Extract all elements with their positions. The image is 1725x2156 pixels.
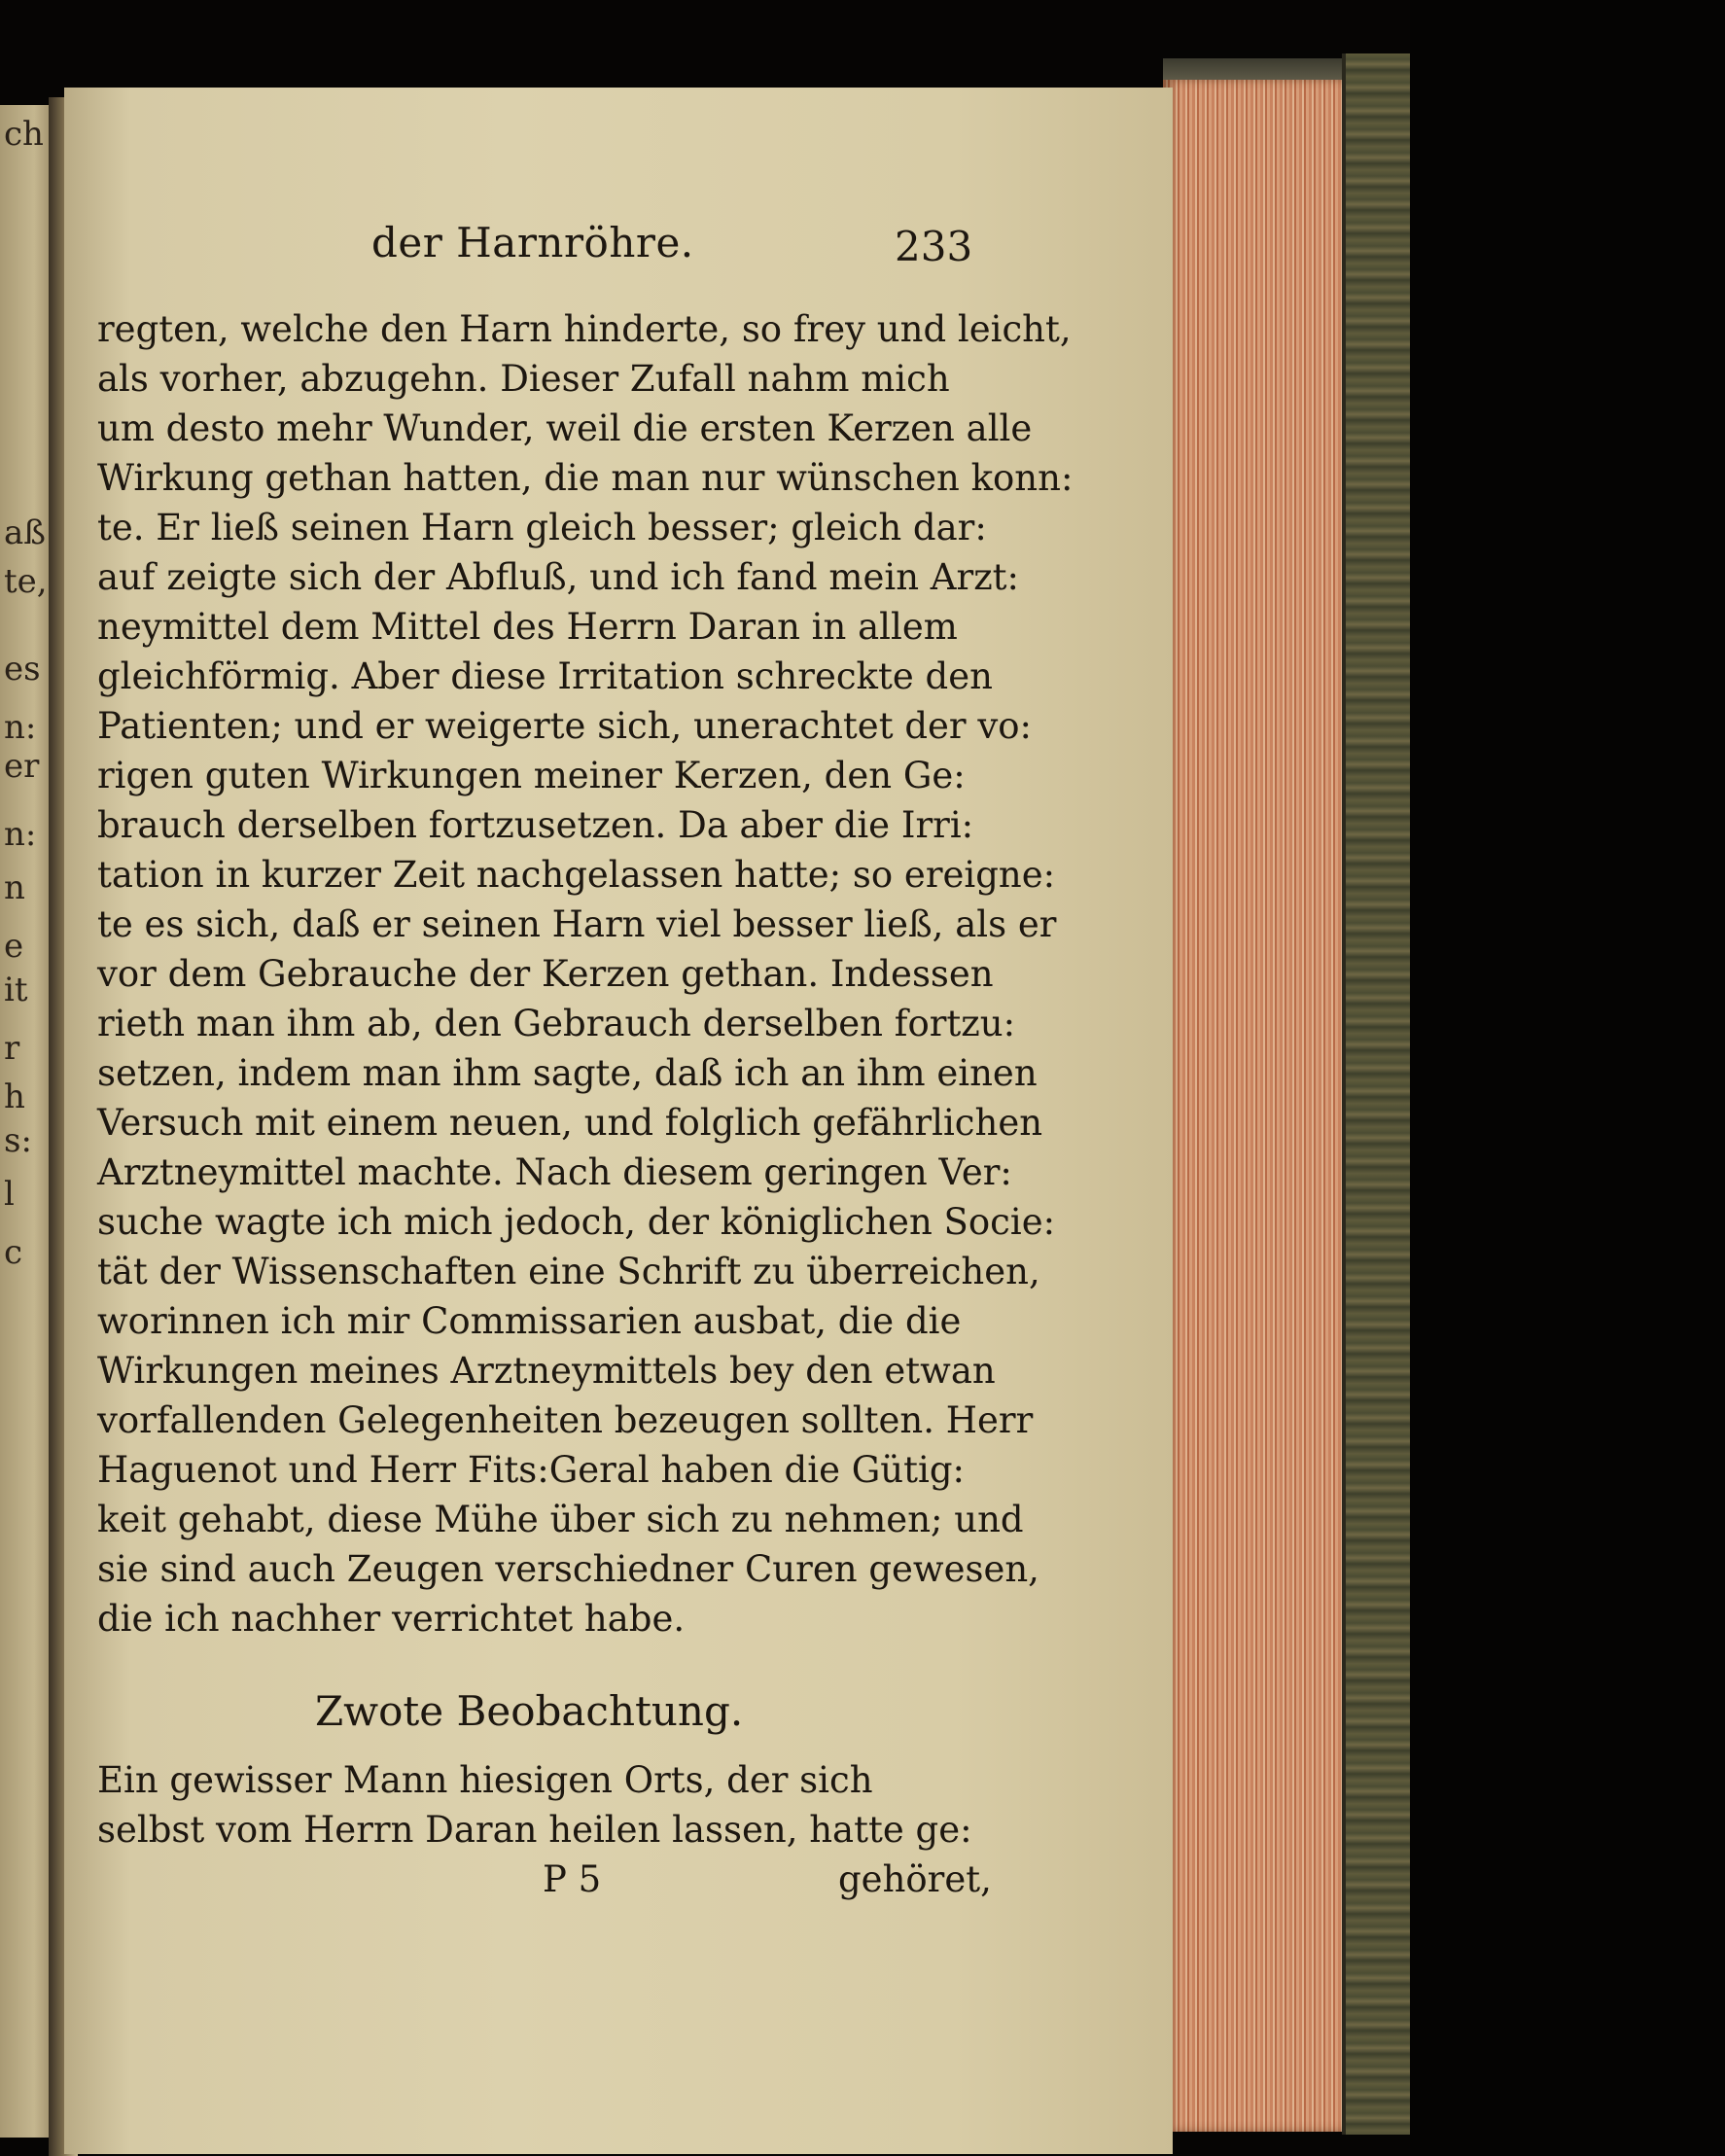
text-line: neymittel dem Mittel des Herrn Daran in allem bbox=[97, 606, 958, 648]
text-line: selbst vom Herrn Daran heilen lassen, hatte ge: bbox=[97, 1809, 972, 1851]
fragment-text: r bbox=[4, 1029, 20, 1068]
fragment-text: n: bbox=[4, 815, 37, 854]
text-line: Haguenot und Herr Fits:Geral haben die Gütig: bbox=[97, 1449, 965, 1491]
text-line: auf zeigte sich der Abfluß, und ich fand mein Arzt: bbox=[97, 556, 1020, 598]
text-line: tät der Wissenschaften eine Schrift zu überreichen, bbox=[97, 1251, 1040, 1292]
book-cover bbox=[1342, 53, 1414, 2135]
fragment-text: te, bbox=[4, 562, 48, 601]
fragment-text: s: bbox=[4, 1121, 32, 1160]
text-line: als vorher, abzugehn. Dieser Zufall nahm mich bbox=[97, 358, 950, 400]
page-header bbox=[97, 219, 992, 287]
text-line: te. Er ließ seinen Harn gleich besser; gleich dar: bbox=[97, 507, 987, 548]
text-line: keit gehabt, diese Mühe über sich zu nehmen; und bbox=[97, 1499, 1024, 1540]
text-line: brauch derselben fortzusetzen. Da aber die Irri: bbox=[97, 804, 974, 846]
fragment-text: n: bbox=[4, 708, 37, 747]
section-heading: Zwote Beobachtung. bbox=[315, 1687, 744, 1735]
scan-background bbox=[1410, 0, 1725, 2156]
text-line: te es sich, daß er seinen Harn viel besser ließ, als er bbox=[97, 903, 1057, 945]
text-line: vorfallenden Gelegenheiten bezeugen sollten. Herr bbox=[97, 1399, 1034, 1441]
text-line: sie sind auch Zeugen verschiedner Curen gewesen, bbox=[97, 1548, 1039, 1590]
text-line: gleichförmig. Aber diese Irritation schreckte den bbox=[97, 655, 993, 697]
fragment-text: aß bbox=[4, 513, 46, 552]
fragment-text: n bbox=[4, 868, 25, 907]
footer-line bbox=[97, 1858, 992, 1907]
catchword: gehöret, bbox=[838, 1858, 992, 1900]
text-line: um desto mehr Wunder, weil die ersten Kerzen alle bbox=[97, 407, 1033, 449]
text-line: rigen guten Wirkungen meiner Kerzen, den Ge: bbox=[97, 755, 966, 796]
fragment-text: er bbox=[4, 747, 40, 786]
text-line: suche wagte ich mich jedoch, der königlichen Socie: bbox=[97, 1201, 1056, 1243]
text-line: Wirkung gethan hatten, die man nur wünschen konn: bbox=[97, 457, 1074, 499]
text-line: tation in kurzer Zeit nachgelassen hatte; so ereigne: bbox=[97, 854, 1056, 896]
text-line: Patienten; und er weigerte sich, unerachtet der vo: bbox=[97, 705, 1033, 747]
text-line: Arztneymittel machte. Nach diesem geringen Ver: bbox=[97, 1151, 1012, 1193]
page-edges bbox=[1163, 80, 1348, 2132]
fragment-text: it bbox=[4, 971, 28, 1009]
running-head: der Harnröhre. bbox=[371, 219, 694, 266]
text-line: setzen, indem man ihm sagte, daß ich an ihm einen bbox=[97, 1052, 1038, 1094]
text-line: die ich nachher verrichtet habe. bbox=[97, 1598, 686, 1640]
text-line: Wirkungen meines Arztneymittels bey den etwan bbox=[97, 1350, 996, 1392]
signature-mark: P 5 bbox=[543, 1858, 602, 1900]
fragment-text: h bbox=[4, 1078, 25, 1116]
fragment-text: l bbox=[4, 1175, 15, 1214]
fragment-text: c bbox=[4, 1233, 23, 1272]
text-line: rieth man ihm ab, den Gebrauch derselben fortzu: bbox=[97, 1003, 1016, 1044]
text-line: vor dem Gebrauche der Kerzen gethan. Indessen bbox=[97, 953, 994, 995]
text-line: regten, welche den Harn hinderte, so frey und leicht, bbox=[97, 308, 1072, 350]
fragment-text: e bbox=[4, 927, 24, 966]
text-line: Versuch mit einem neuen, und folglich gefährlichen bbox=[97, 1102, 1043, 1144]
text-line: worinnen ich mir Commissarien ausbat, die die bbox=[97, 1300, 962, 1342]
fragment-text: ch bbox=[4, 115, 44, 154]
fragment-text: es bbox=[4, 650, 41, 689]
page-number: 233 bbox=[895, 223, 973, 270]
text-line: Ein gewisser Mann hiesigen Orts, der sich bbox=[97, 1759, 873, 1801]
